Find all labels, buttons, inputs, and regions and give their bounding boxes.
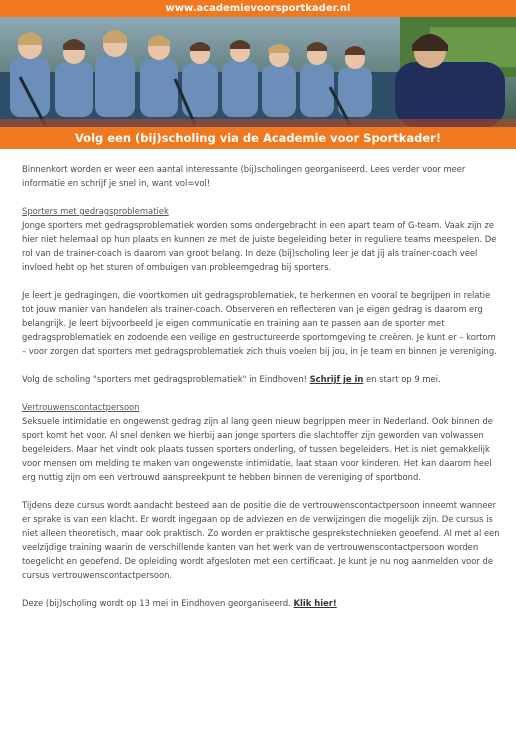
register-link[interactable]: Schrijf je in	[309, 374, 364, 384]
cta-text-before: Volg de scholing "sporters met gedragsproblematiek" in Eindhoven!	[22, 374, 310, 384]
section-sporters	[22, 204, 500, 386]
click-here-link[interactable]: Klik hier!	[293, 598, 337, 608]
section-sporters-cta	[22, 372, 500, 386]
page-title-banner	[0, 127, 516, 149]
intro-paragraph: Binnenkort worden er weer een aantal interessante (bij)scholingen georganiseerd. Lees verder voor meer informatie en schrijf je snel in, want vol=vol!	[22, 164, 466, 188]
section-heading-vertrouwens: Vertrouwenscontactpersoon	[22, 402, 140, 412]
section-vertrouwens	[22, 400, 500, 610]
article-content	[22, 162, 500, 624]
hockey-team-photo	[0, 17, 516, 127]
section-vertrouwens-paragraph-1: Seksuele intimidatie en ongewenst gedrag zijn al lang geen nieuw begrippen meer in Nederland. Ook binnen de sport komt het voor. Al snel denken we hierbij aan jonge sporters die slachtoffer zijn geworden van volwassen begeleiders. Maar het vindt ook plaats tussen sporters onderling, of tussen begeleiders. Het is niet gemakkelijk voor mensen om melding te maken van ongewenste intimidatie, laat staan voor kinderen. Het kan daarom heel erg nuttig zijn om een vertrouwd aanspreekpunt te hebben binnen de vereniging of sportbond.	[22, 416, 493, 482]
website-url-bar[interactable]	[0, 0, 516, 17]
section-heading-sporters: Sporters met gedragsproblematiek	[22, 206, 169, 216]
website-url[interactable]: www.academievoorsportkader.nl	[165, 3, 351, 14]
cta-text-before-2: Deze (bij)scholing wordt op 13 mei in Eindhoven georganiseerd.	[22, 598, 294, 608]
section-vertrouwens-cta	[22, 596, 500, 610]
page-title: Volg een (bij)scholing via de Academie voor Sportkader!	[74, 131, 442, 145]
section-sporters-paragraph-1: Jonge sporters met gedragsproblematiek worden soms ondergebracht in een apart team of G-team. Vaak zijn ze hier niet helemaal op hun plaats en kunnen ze met de juiste begeleiding beter in reguliere teams meespelen. De rol van de trainer-coach is daarom van groot belang. In deze (bij)scholing leer je dat jij als trainer-coach veel invloed hebt op het sturen of ombuigen van probleemgedrag bij sporters.	[22, 220, 497, 272]
section-sporters-paragraph-2: Je leert je gedragingen, die voortkomen uit gedragsproblematiek, te herkennen en vooral te begrijpen in relatie tot jouw manier van handelen als trainer-coach. Observeren en reflecteren van je eigen gedrag is daarom erg belangrijk. Je leert bijvoorbeeld je eigen communicatie en training aan te passen aan de sporter met gedragsproblematiek en zodoende een veilige en gestructureerde sportomgeving te creëren. Je kunt er – kortom – voor zorgen dat sporters met gedragsproblematiek zich thuis voelen bij jou, in je team en binnen je vereniging.	[22, 290, 497, 356]
hero-image	[0, 17, 516, 127]
section-vertrouwens-paragraph-2: Tijdens deze cursus wordt aandacht besteed aan de positie die de vertrouwenscontactpersoon inneemt wanneer er sprake is van een klacht. Er wordt ingegaan op de adviezen en de verwijzingen die mogelijk zijn. De cursus is niet alleen theoretisch, maar ook praktisch. Zo worden er praktische gesprekstechnieken geoefend. Al met al een veelzijdige training waarin de verschillende kanten van het werk van de vertrouwenscontactpersoon worden toegelicht en geoefend. De opleiding wordt afgesloten met een certificaat. Je kunt je nu nog aanmelden voor de cursus vertrouwenscontactpersoon.	[22, 500, 500, 580]
cta-text-after: en start op 9 mei.	[363, 374, 441, 384]
